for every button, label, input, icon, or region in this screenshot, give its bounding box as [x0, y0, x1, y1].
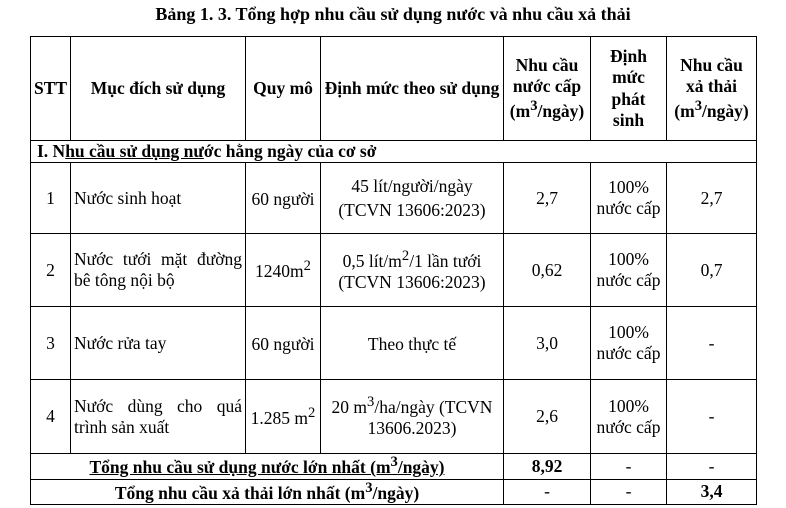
- header-stt: STT: [31, 37, 71, 141]
- total-supply-discharge: -: [667, 454, 757, 479]
- total-supply-label: [31, 454, 504, 479]
- cell-stt: 1: [31, 163, 71, 234]
- cell-supply: 0,62: [504, 234, 591, 307]
- header-discharge-label: Nhu cầu xả thải: [680, 55, 743, 97]
- cell-discharge: -: [667, 307, 757, 380]
- cell-norm-text: 0,5 lít/m: [342, 250, 402, 271]
- cell-discharge: -: [667, 380, 757, 454]
- cell-supply: 2,6: [504, 380, 591, 454]
- cell-supply: 3,0: [504, 307, 591, 380]
- cell-stt: 3: [31, 307, 71, 380]
- cell-scale: [246, 163, 321, 234]
- cell-norm-text: 45 lít/người/ngày (TCVN 13606:2023): [338, 175, 486, 220]
- section-row: [31, 141, 757, 163]
- cell-norm: [321, 163, 504, 234]
- cell-rate: 100% nước cấp: [591, 163, 667, 234]
- cell-stt: 4: [31, 380, 71, 454]
- header-supply-label: Nhu cầu nước cấp: [512, 55, 582, 97]
- table-row: [31, 234, 757, 307]
- cell-scale-sup: 2: [308, 404, 316, 421]
- total-discharge-rate: -: [591, 479, 667, 504]
- total-discharge-row: [31, 479, 757, 504]
- total-supply-rate: -: [591, 454, 667, 479]
- header-rate: Định mức phát sinh: [591, 37, 667, 141]
- cell-discharge: 2,7: [667, 163, 757, 234]
- cell-norm: [321, 234, 504, 307]
- total-supply-label-inner: [89, 454, 445, 478]
- total-supply-value: 8,92: [504, 454, 591, 479]
- cell-norm-sup: 3: [367, 394, 375, 411]
- total-supply-row: [31, 454, 757, 479]
- cell-norm-post: /ha/ngày (TCVN 13606.2023): [367, 396, 493, 439]
- total-supply-label-post: /ngày): [397, 457, 445, 478]
- cell-norm: [321, 380, 504, 454]
- section-underlined: hu cầu sử dụng nư: [65, 141, 204, 161]
- total-discharge-label-pre: Tổng nhu cầu xả thải lớn nhất (m: [114, 482, 366, 503]
- table-row: [31, 307, 757, 380]
- header-supply-unit-sup: 3: [530, 97, 538, 114]
- total-discharge-supply: -: [504, 479, 591, 504]
- cell-norm: [321, 307, 504, 380]
- cell-norm-sup: 2: [401, 247, 410, 264]
- total-discharge-value: 3,4: [667, 479, 757, 504]
- header-supply-unit-post: /ngày): [537, 100, 585, 121]
- cell-scale-text: 60 người: [251, 189, 315, 210]
- cell-norm-text: Theo thực tế: [367, 334, 457, 355]
- cell-norm-text: 20 m: [331, 396, 368, 417]
- cell-scale-text: 1.285 m: [250, 407, 309, 428]
- header-discharge-unit-pre: (m: [674, 100, 695, 121]
- header-discharge: [667, 37, 757, 141]
- cell-discharge: 0,7: [667, 234, 757, 307]
- header-discharge-unit-post: /ngày): [702, 100, 749, 121]
- cell-rate: 100% nước cấp: [591, 380, 667, 454]
- cell-rate: 100% nước cấp: [591, 234, 667, 307]
- section-prefix: I. N: [37, 141, 66, 161]
- cell-stt: 2: [31, 234, 71, 307]
- cell-scale: [246, 234, 321, 307]
- cell-scale: [246, 380, 321, 454]
- total-supply-label-sup: 3: [390, 454, 398, 471]
- table-row: [31, 163, 757, 234]
- cell-rate: 100% nước cấp: [591, 307, 667, 380]
- total-discharge-label: [31, 479, 504, 504]
- total-discharge-label-sup: 3: [365, 479, 373, 496]
- table-row: [31, 380, 757, 454]
- cell-scale-text: 60 người: [251, 334, 315, 355]
- header-scale: Quy mô: [246, 37, 321, 141]
- header-supply-unit-pre: (m: [509, 100, 531, 121]
- header-purpose: Mục đích sử dụng: [71, 37, 246, 141]
- section-title: [31, 141, 757, 163]
- header-row: [31, 37, 757, 141]
- cell-scale-sup: 2: [303, 258, 311, 275]
- cell-norm-post: /1 lần tưới (TCVN 13606:2023): [338, 250, 486, 292]
- section-rest: ớc hằng ngày của cơ sở: [203, 141, 377, 161]
- total-supply-label-pre: Tổng nhu cầu sử dụng nước lớn nhất (m: [89, 457, 391, 478]
- cell-purpose: Nước dùng cho quá trình sản xuất: [71, 380, 246, 454]
- cell-supply: 2,7: [504, 163, 591, 234]
- cell-scale-text: 1240m: [255, 261, 304, 282]
- cell-scale: [246, 307, 321, 380]
- table-caption: Bảng 1. 3. Tổng hợp nhu cầu sử dụng nước và nhu cầu xả thải: [155, 4, 631, 24]
- water-demand-table: [30, 36, 757, 505]
- header-supply: [504, 37, 591, 141]
- cell-purpose: Nước tưới mặt đường bê tông nội bộ: [71, 234, 246, 307]
- cell-purpose: Nước sinh hoạt: [71, 163, 246, 234]
- header-norm: Định mức theo sử dụng: [321, 37, 504, 141]
- total-discharge-label-post: /ngày): [372, 482, 420, 503]
- header-discharge-unit-sup: 3: [694, 97, 702, 114]
- cell-purpose: Nước rửa tay: [71, 307, 246, 380]
